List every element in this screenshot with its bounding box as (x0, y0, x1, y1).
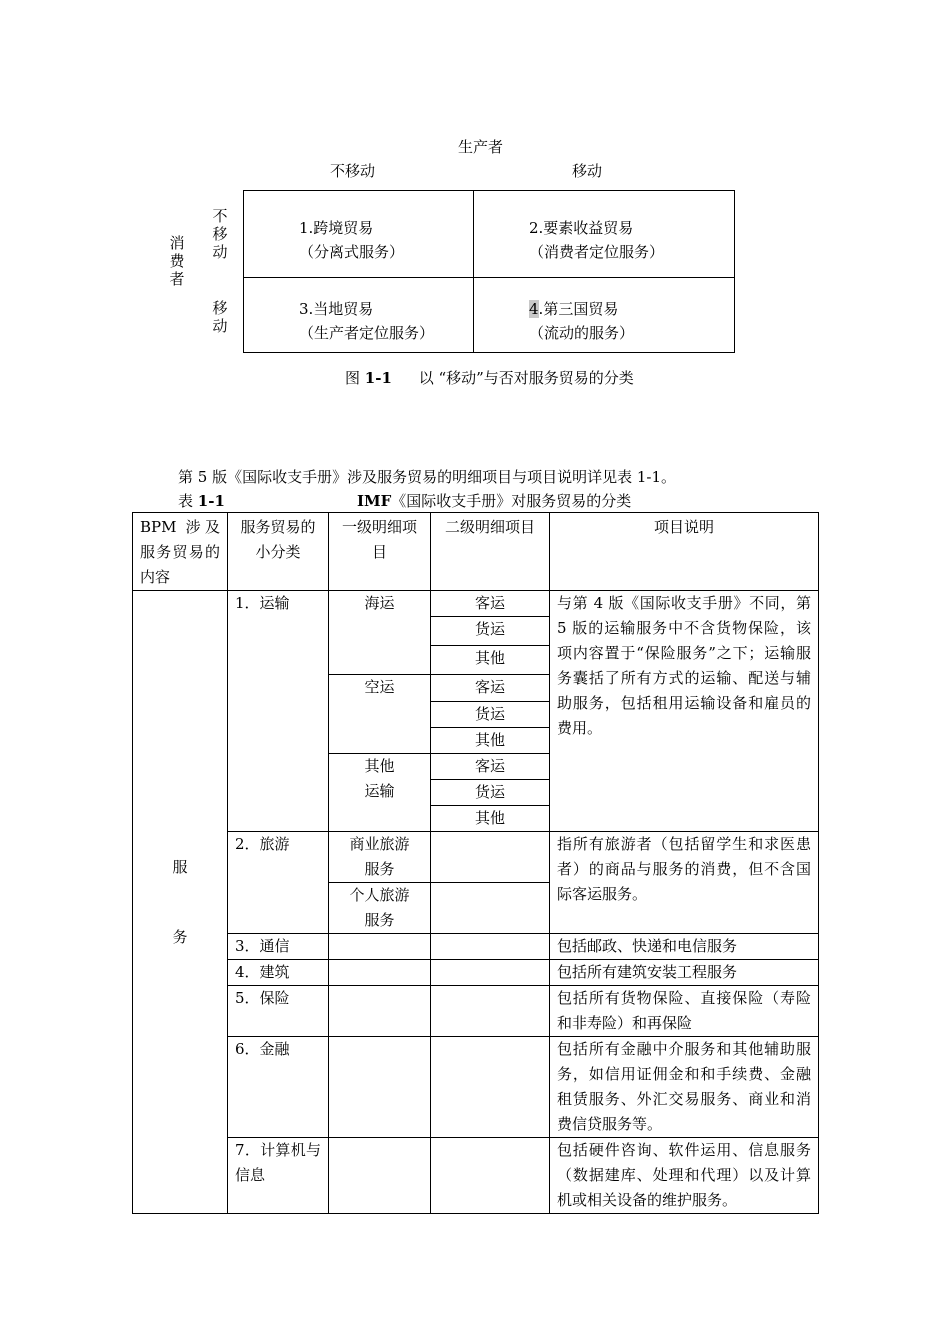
travel-level2-empty (431, 832, 550, 883)
figure-caption (345, 368, 634, 388)
transport-air-item: 货运 (431, 702, 550, 728)
other-desc: 包括所有建筑安装工程服务 (550, 960, 819, 986)
other-level1-empty (329, 986, 431, 1037)
header-bpm-content: BPM 涉及服务贸易的内容 (133, 513, 228, 591)
other-level2-empty (431, 986, 550, 1037)
table-row (133, 591, 819, 617)
table-title-bold: IMF (357, 492, 392, 510)
transport-group-other-text: 其他运输 (364, 757, 395, 800)
transport-group-sea: 海运 (329, 591, 431, 675)
other-label: 5．保险 (228, 986, 329, 1037)
header-level2: 二级明细项目 (431, 513, 550, 591)
table-row (133, 1138, 819, 1214)
cell-4-number: 4 (529, 300, 539, 318)
cell-1-sub: （分离式服务） (299, 243, 405, 261)
table-row (133, 934, 819, 960)
col-header-moving: 移动 (572, 162, 603, 180)
intro-paragraph: 第 5 版《国际收支手册》涉及服务贸易的明细项目与项目说明详见表 1-1。 (178, 468, 677, 486)
table-caption-label: 表 (178, 492, 194, 510)
bpm-content-text: 服务 (172, 858, 188, 946)
cell-3-title: 3.当地贸易 (299, 300, 374, 318)
other-desc: 包括硬件咨询、软件运用、信息服务（数据建库、处理和代理）以及计算机或相关设备的维护服务。 (550, 1138, 819, 1214)
table-row (133, 1037, 819, 1138)
cell-4-title (529, 299, 618, 319)
transport-group-air: 空运 (329, 675, 431, 754)
transport-label: 1．运输 (228, 591, 329, 832)
table-header-row (133, 513, 819, 591)
transport-sea-item: 货运 (431, 617, 550, 646)
travel-label: 2．旅游 (228, 832, 329, 934)
row-header-moving: 移动 (212, 299, 228, 335)
other-desc: 包括所有货物保险、直接保险（寿险和非寿险）和再保险 (550, 986, 819, 1037)
travel-desc: 指所有旅游者（包括留学生和求医患者）的商品与服务的消费，但不含国际客运服务。 (550, 832, 819, 934)
other-level1-empty (329, 1138, 431, 1214)
table-caption-number: 1-1 (197, 492, 225, 510)
bpm-content-cell (133, 591, 228, 1214)
caption-label: 图 (345, 369, 361, 387)
transport-sea-item: 其他 (431, 646, 550, 675)
other-level2-empty (431, 1138, 550, 1214)
grid-divider-vertical (473, 190, 474, 352)
other-label: 7．计算机与信息 (228, 1138, 329, 1214)
col-header-not-moving: 不移动 (330, 162, 376, 180)
table-row (133, 832, 819, 883)
other-desc: 包括邮政、快递和电信服务 (550, 934, 819, 960)
other-level2-empty (431, 934, 550, 960)
caption-text: 以 “移动”与否对服务贸易的分类 (418, 369, 634, 387)
table-caption (178, 491, 225, 511)
header-subcategory: 服务贸易的小分类 (228, 513, 329, 591)
other-label: 3．通信 (228, 934, 329, 960)
transport-other-item: 客运 (431, 754, 550, 780)
header-level1: 一级明细项目 (329, 513, 431, 591)
travel-item-text: 个人旅游服务 (349, 886, 410, 929)
caption-number: 1-1 (364, 369, 392, 387)
transport-other-item: 货运 (431, 780, 550, 806)
table-row (133, 960, 819, 986)
cell-3-sub: （生产者定位服务） (299, 324, 435, 342)
cell-4-sub: （流动的服务） (529, 324, 635, 342)
grid-divider-horizontal (243, 277, 734, 278)
row-header-not-moving: 不移动 (212, 207, 228, 261)
cell-2-title: 2.要素收益贸易 (529, 219, 634, 237)
cell-1-title: 1.跨境贸易 (299, 219, 374, 237)
travel-item (329, 832, 431, 883)
other-level1-empty (329, 1037, 431, 1138)
cell-4-title-text: .第三国贸易 (538, 300, 619, 318)
travel-level2-empty (431, 883, 550, 934)
transport-air-item: 其他 (431, 728, 550, 754)
transport-air-item: 客运 (431, 675, 550, 702)
transport-sea-item: 客运 (431, 591, 550, 617)
other-level1-empty (329, 960, 431, 986)
other-level2-empty (431, 1037, 550, 1138)
cell-2-sub: （消费者定位服务） (529, 243, 665, 261)
transport-other-item: 其他 (431, 806, 550, 832)
other-level2-empty (431, 960, 550, 986)
producer-label: 生产者 (458, 138, 504, 156)
transport-desc: 与第 4 版《国际收支手册》不同，第 5 版的运输服务中不含货物保险，该项内容置于“保险服务”之下；运输服务囊括了所有方式的运输、配送与辅助服务，包括租用运输设备和雇员的费用。 (550, 591, 819, 832)
table-row (133, 986, 819, 1037)
header-description: 项目说明 (550, 513, 819, 591)
table-title (357, 491, 631, 511)
services-table (132, 512, 819, 1214)
other-desc: 包括所有金融中介服务和其他辅助服务，如信用证佣金和和手续费、金融租赁服务、外汇交易服务、商业和消费信贷服务等。 (550, 1037, 819, 1138)
other-label: 6．金融 (228, 1037, 329, 1138)
travel-item (329, 883, 431, 934)
transport-group-other (329, 754, 431, 832)
table-title-rest: 《国际收支手册》对服务贸易的分类 (391, 492, 632, 510)
travel-item-text: 商业旅游服务 (349, 835, 410, 878)
other-label: 4．建筑 (228, 960, 329, 986)
other-level1-empty (329, 934, 431, 960)
consumer-label: 消费者 (169, 234, 185, 288)
